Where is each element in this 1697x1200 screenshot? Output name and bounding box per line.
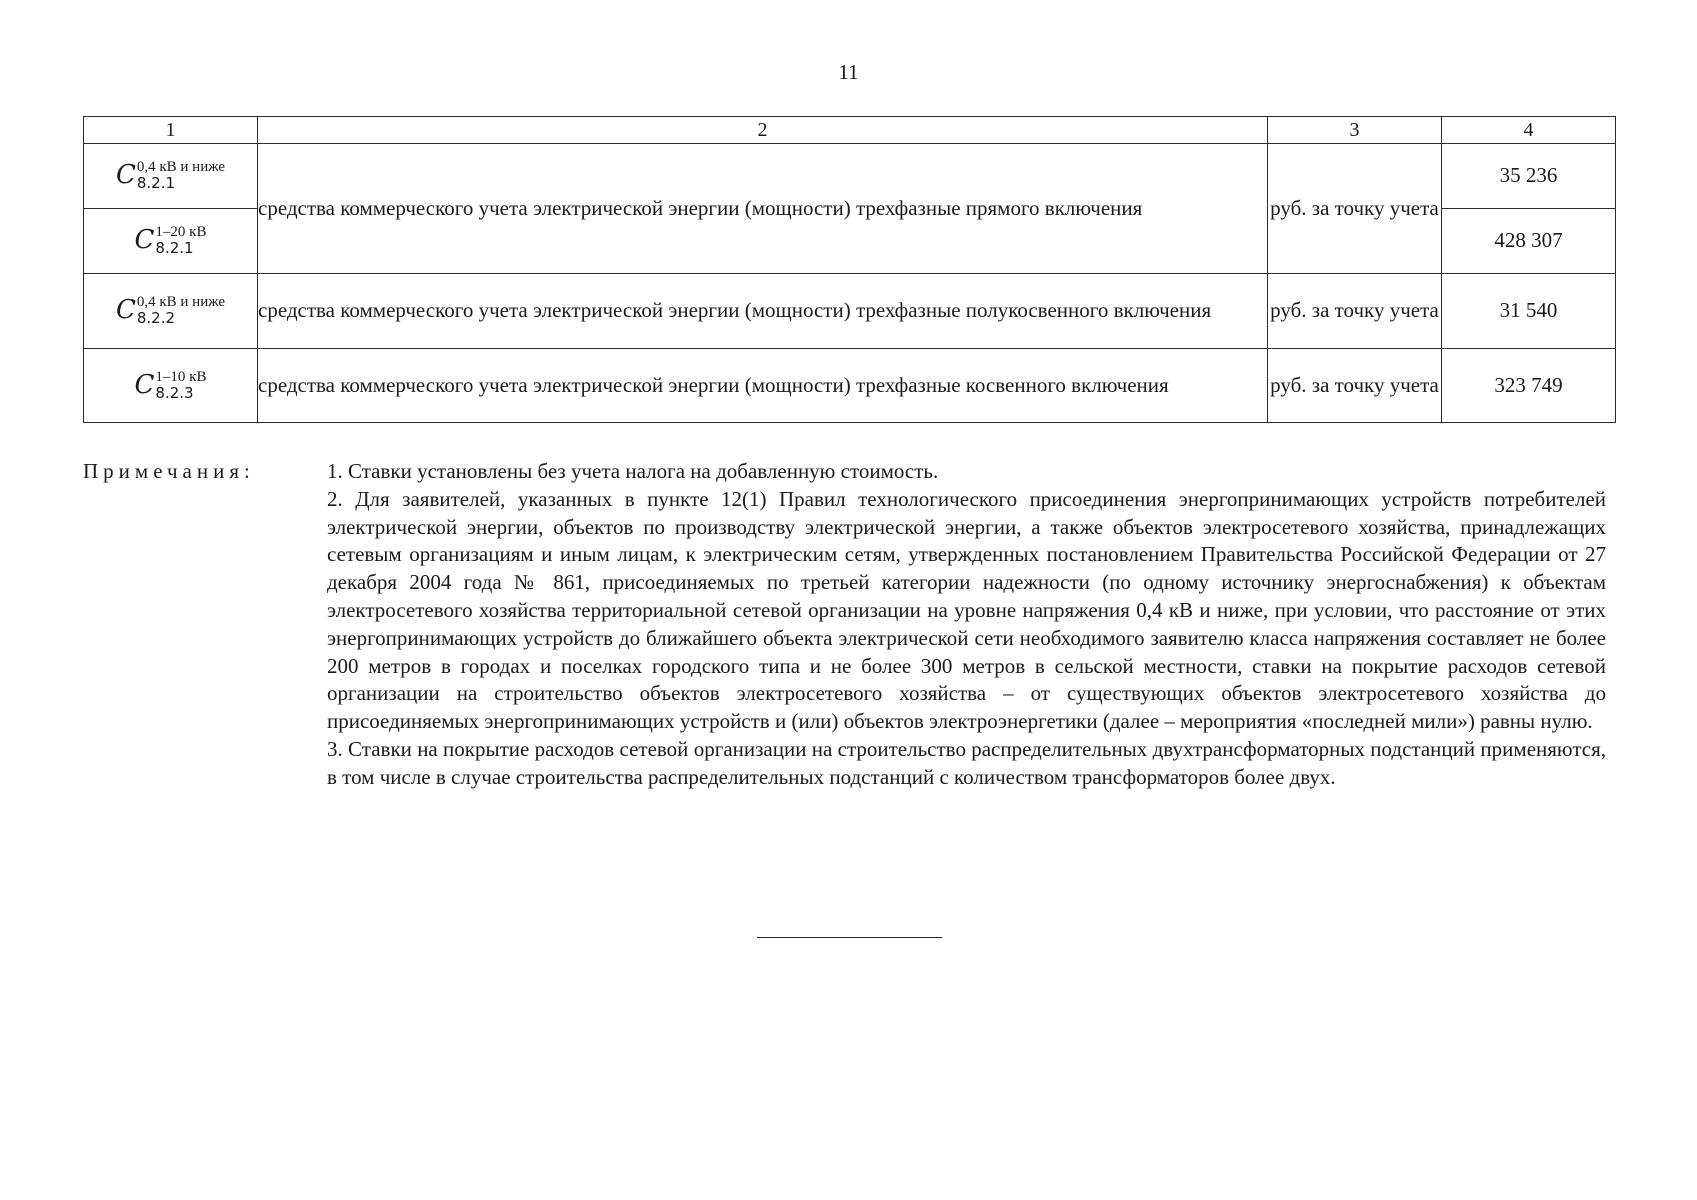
table-row (84, 144, 1616, 209)
rate-description: средства коммерческого учета электрической энергии (мощности) трехфазные косвенного включения (258, 349, 1268, 423)
note-item: 3. Ставки на покрытие расходов сетевой организации на строительство распределительных двухтрансформаторных подстанций применяются, в том числе в случае строительства распределительных подстанций с количеством трансформаторов более двух. (327, 736, 1606, 789)
rate-description: средства коммерческого учета электрической энергии (мощности) трехфазные прямого включения (258, 144, 1268, 274)
rate-unit: руб. за точку учета (1268, 349, 1442, 423)
notes-list (327, 458, 1606, 792)
end-divider (757, 937, 942, 938)
note-item: 1. Ставки установлены без учета налога на добавленную стоимость. (327, 459, 939, 483)
rate-code: C 0,4 кВ и ниже 8.2.2 (84, 274, 258, 349)
rate-value: 35 236 (1442, 144, 1616, 209)
table-header-row (84, 117, 1616, 144)
column-header: 4 (1442, 117, 1616, 144)
table-row (84, 274, 1616, 349)
rate-code: C 0,4 кВ и ниже 8.2.1 (84, 144, 258, 209)
column-header: 2 (258, 117, 1268, 144)
page-number: 11 (838, 60, 859, 84)
note-item: 2. Для заявителей, указанных в пункте 12(1) Правил технологического присоединения энергопринимающих устройств потребителей электрической энергии, объектов по производству электрической энергии, а также объектов электросетевого хозяйства, принадлежащих сетевым организациям и иным лицам, к электрическим сетям, утвержденных постановлением Правительства Российской Федерации от 27 декабря 2004 года № 861, присоединяемых по третьей категории надежности (по одному источнику энергоснабжения) к объектам электросетевого хозяйства территориальной сетевой организации на уровне напряжения 0,4 кВ и ниже, при условии, что расстояние от этих энергопринимающих устройств до ближайшего объекта электрической сети необходимого заявителю класса напряжения составляет не более 200 метров в городах и поселках городского типа и не более 300 метров в сельской местности, ставки на покрытие расходов сетевой организации на строительство объектов электросетевого хозяйства – от существующих объектов электросетевого хозяйства до присоединяемых энергопринимающих устройств и (или) объектов электроэнергетики (далее – мероприятия «последней мили») равны нулю. (327, 486, 1606, 734)
rate-value: 31 540 (1442, 274, 1616, 349)
rate-code: C 1–10 кВ 8.2.3 (84, 349, 258, 423)
rate-unit: руб. за точку учета (1268, 274, 1442, 349)
column-header: 3 (1268, 117, 1442, 144)
table-row (84, 349, 1616, 423)
rate-code: C 1–20 кВ 8.2.1 (84, 209, 258, 274)
rates-table (83, 116, 1616, 423)
rate-value: 323 749 (1442, 349, 1616, 423)
notes-label: Примечания: (83, 459, 255, 483)
rate-value: 428 307 (1442, 209, 1616, 274)
rate-unit: руб. за точку учета (1268, 144, 1442, 274)
column-header: 1 (84, 117, 258, 144)
rate-description: средства коммерческого учета электрической энергии (мощности) трехфазные полукосвенного включения (258, 274, 1268, 349)
